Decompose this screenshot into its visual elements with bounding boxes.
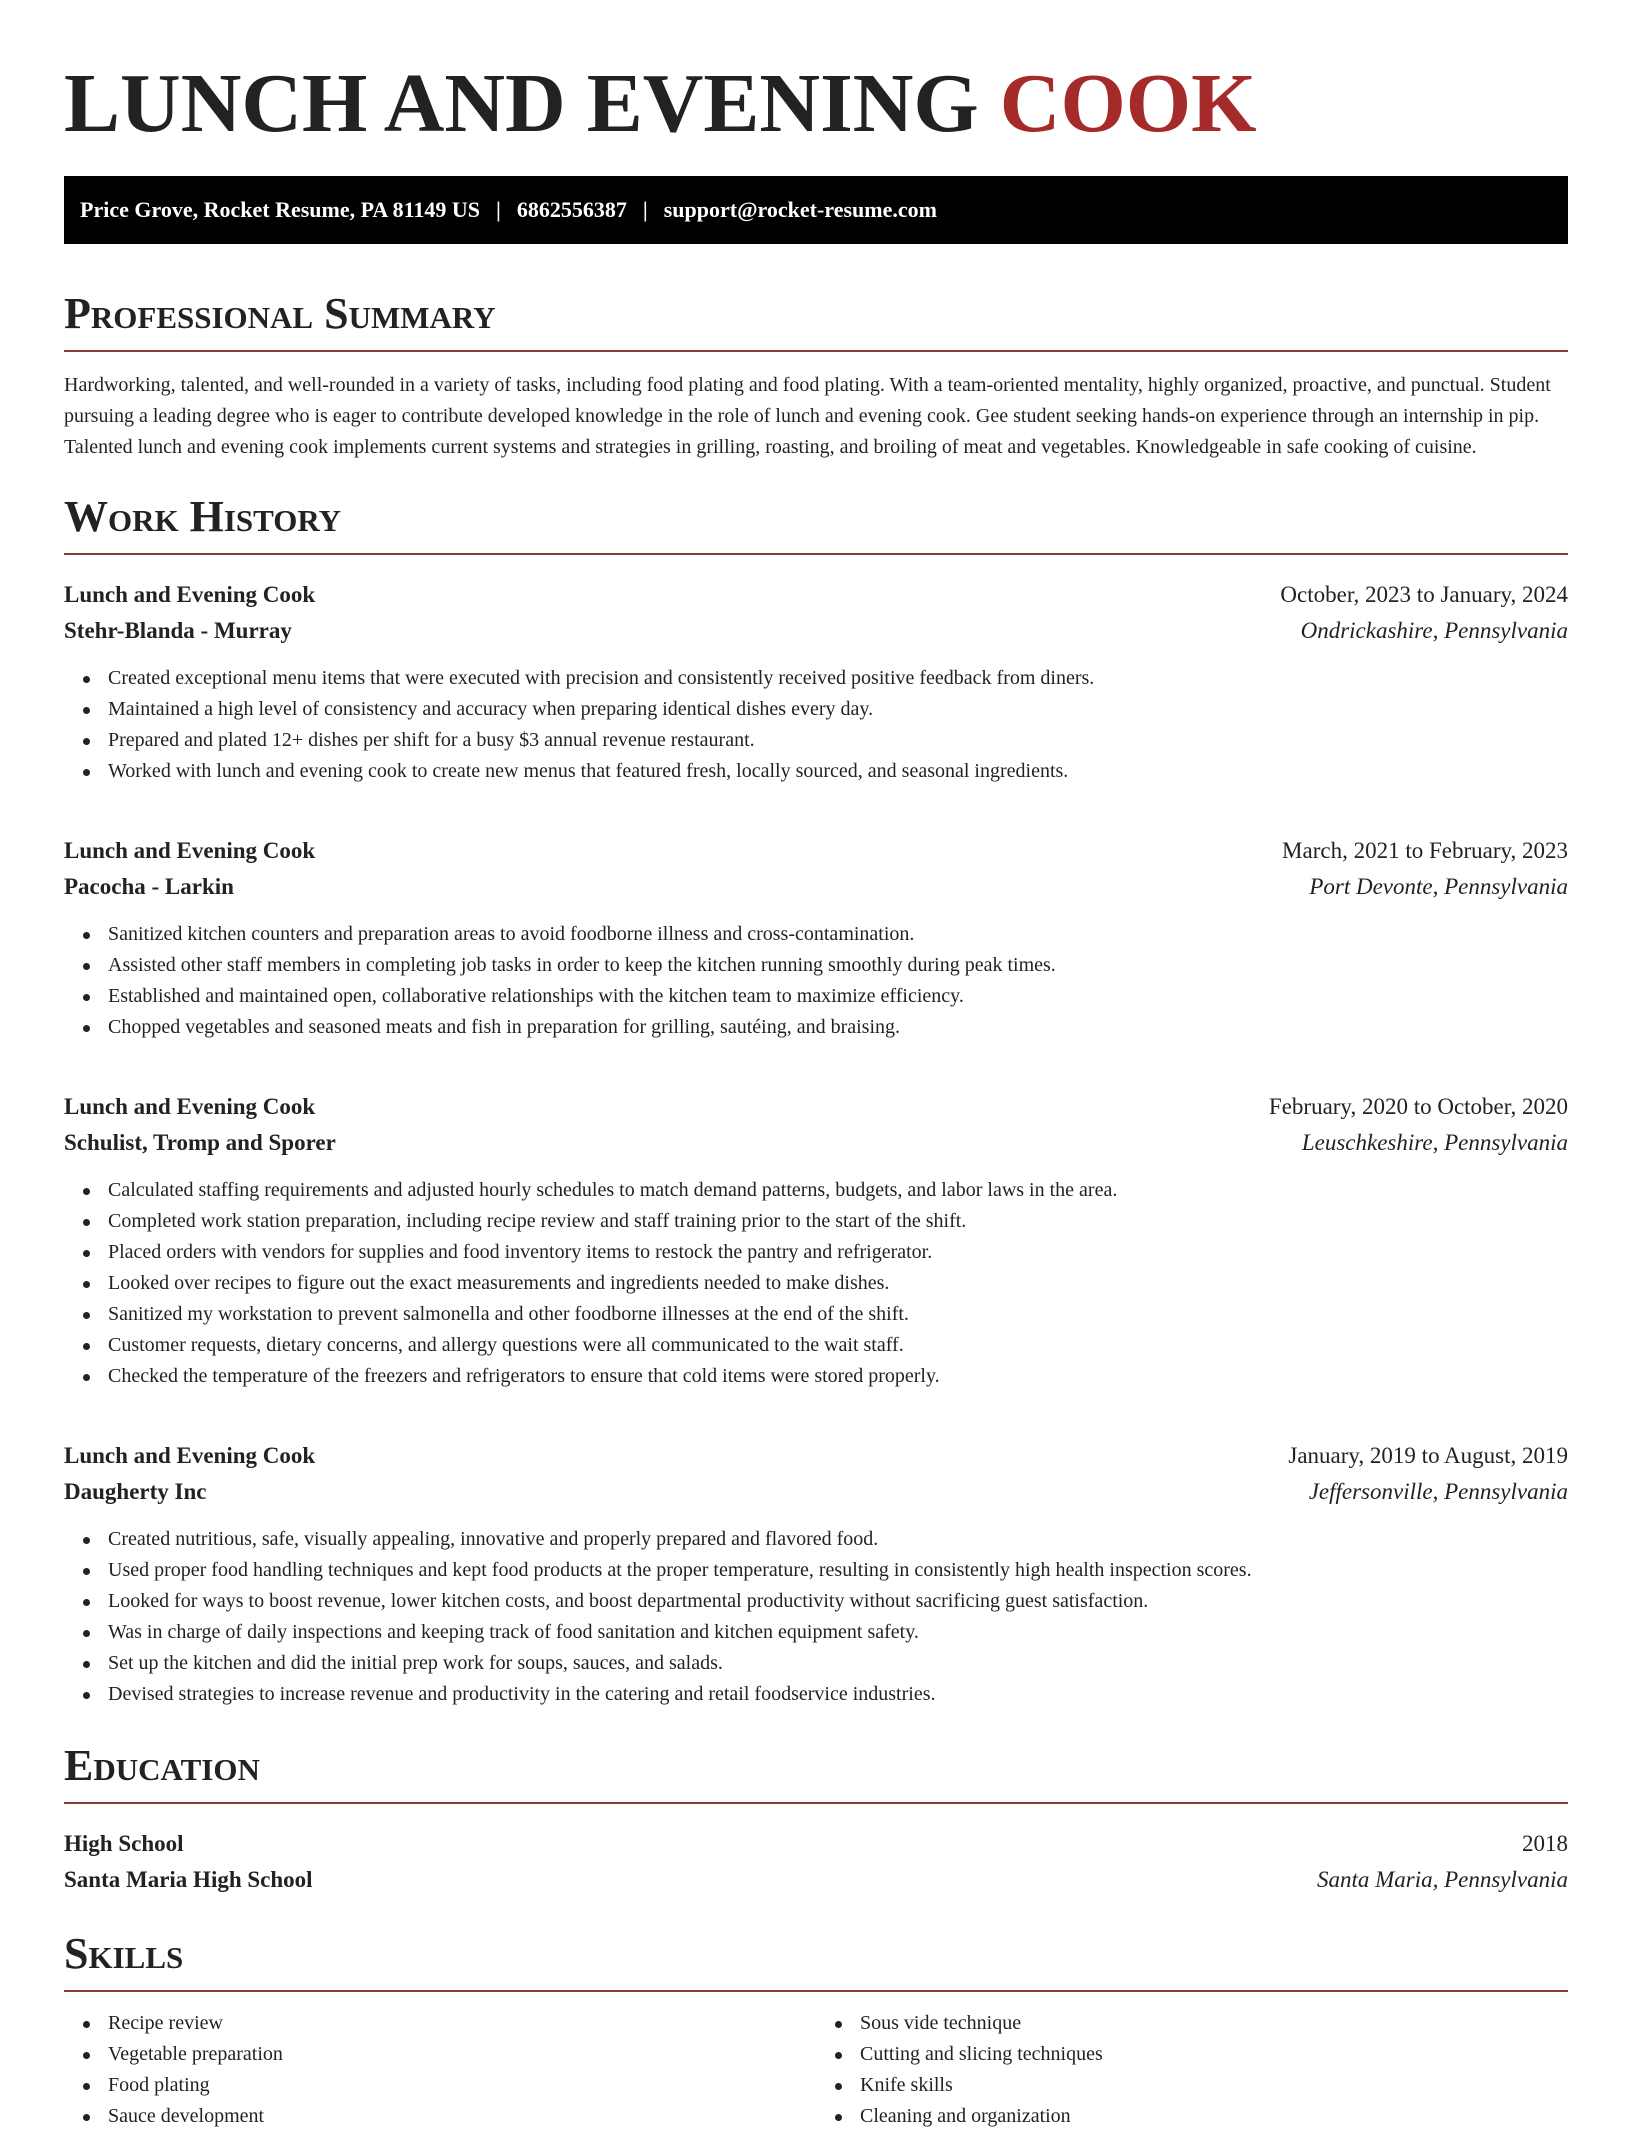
education-heading: Education: [64, 1741, 260, 1790]
title-accent: COOK: [999, 57, 1257, 150]
title-main: LUNCH AND EVENING: [64, 57, 1000, 150]
job-title: Lunch and Evening Cook: [64, 1443, 316, 1468]
contact-address: Price Grove, Rocket Resume, PA 81149 US: [80, 197, 480, 222]
skill-item: Cleaning and organization: [860, 2101, 1568, 2132]
resume-title: [64, 54, 1568, 154]
job-bullets: [64, 919, 1568, 1043]
education-school-row: [64, 1862, 1568, 1898]
job-bullet: Assisted other staff members in completing job tasks in order to keep the kitchen running smoothly during peak times.: [108, 950, 1568, 981]
summary-section: [64, 286, 1568, 463]
job-entry: [64, 1089, 1568, 1392]
contact-email[interactable]: support@rocket-resume.com: [663, 197, 937, 222]
skills-section: [64, 1926, 1568, 2132]
education-section: [64, 1738, 1568, 1898]
education-school: Santa Maria High School: [64, 1867, 313, 1892]
job-bullet: Placed orders with vendors for supplies and food inventory items to restock the pantry and refrigerator.: [108, 1237, 1568, 1268]
education-degree: High School: [64, 1831, 184, 1856]
job-bullet: Customer requests, dietary concerns, and allergy questions were all communicated to the wait staff.: [108, 1330, 1568, 1361]
job-bullet: Sanitized kitchen counters and preparation areas to avoid foodborne illness and cross-contamination.: [108, 919, 1568, 950]
section-divider: [64, 1990, 1568, 1992]
job-dates: March, 2021 to February, 2023: [1282, 838, 1568, 863]
job-title-row: [64, 833, 1568, 869]
job-title-row: [64, 1089, 1568, 1125]
contact-separator: |: [496, 197, 501, 222]
job-title: Lunch and Evening Cook: [64, 1094, 316, 1119]
job-bullet: Prepared and plated 12+ dishes per shift for a busy $3 annual revenue restaurant.: [108, 725, 1568, 756]
job-dates: February, 2020 to October, 2020: [1268, 1094, 1568, 1119]
job-bullet: Devised strategies to increase revenue and productivity in the catering and retail foodservice industries.: [108, 1679, 1568, 1710]
job-bullet: Looked over recipes to figure out the exact measurements and ingredients needed to make dishes.: [108, 1268, 1568, 1299]
job-bullet: Looked for ways to boost revenue, lower kitchen costs, and boost departmental productivity without sacrificing guest satisfaction.: [108, 1586, 1568, 1617]
job-bullet: Set up the kitchen and did the initial prep work for soups, sauces, and salads.: [108, 1648, 1568, 1679]
job-dates: October, 2023 to January, 2024: [1280, 582, 1568, 607]
job-company-row: [64, 613, 1568, 649]
job-entry: [64, 577, 1568, 787]
job-location: Port Devonte, Pennsylvania: [1309, 874, 1568, 899]
job-bullet: Sanitized my workstation to prevent salmonella and other foodborne illnesses at the end of the shift.: [108, 1299, 1568, 1330]
skill-item: Knife skills: [860, 2070, 1568, 2101]
job-dates: January, 2019 to August, 2019: [1288, 1443, 1568, 1468]
job-bullet: Checked the temperature of the freezers and refrigerators to ensure that cold items were stored properly.: [108, 1361, 1568, 1392]
job-bullet: Used proper food handling techniques and kept food products at the proper temperature, resulting in consistently high health inspection scores.: [108, 1555, 1568, 1586]
contact-separator: |: [642, 197, 648, 222]
job-entry: [64, 1438, 1568, 1710]
section-divider: [64, 350, 1568, 352]
job-bullets: [64, 1524, 1568, 1710]
job-location: Leuschkeshire, Pennsylvania: [1301, 1130, 1568, 1155]
work-history-heading: Work History: [64, 492, 342, 541]
skills-column-right: [816, 2008, 1568, 2132]
job-company-row: [64, 869, 1568, 905]
job-title: Lunch and Evening Cook: [64, 838, 316, 863]
skill-item: Vegetable preparation: [108, 2039, 816, 2070]
skills-heading: Skills: [64, 1929, 184, 1978]
education-year: 2018: [1522, 1831, 1568, 1856]
section-divider: [64, 553, 1568, 555]
skill-item: Sous vide technique: [860, 2008, 1568, 2039]
job-bullet: Completed work station preparation, including recipe review and staff training prior to the start of the shift.: [108, 1206, 1568, 1237]
skill-item: Food plating: [108, 2070, 816, 2101]
job-title: Lunch and Evening Cook: [64, 582, 316, 607]
education-degree-row: [64, 1826, 1568, 1862]
skills-column-left: [64, 2008, 816, 2132]
job-bullets: [64, 1175, 1568, 1392]
job-location: Ondrickashire, Pennsylvania: [1300, 618, 1568, 643]
job-company: Schulist, Tromp and Sporer: [64, 1130, 336, 1155]
section-divider: [64, 1802, 1568, 1804]
job-company-row: [64, 1474, 1568, 1510]
skill-item: Sauce development: [108, 2101, 816, 2132]
education-entry: [64, 1826, 1568, 1898]
job-company-row: [64, 1125, 1568, 1161]
job-bullet: Calculated staffing requirements and adjusted hourly schedules to match demand patterns, budgets, and labor laws in the area.: [108, 1175, 1568, 1206]
education-location: Santa Maria, Pennsylvania: [1316, 1867, 1568, 1892]
job-company: Daugherty Inc: [64, 1479, 207, 1504]
summary-text: Hardworking, talented, and well-rounded in a variety of tasks, including food plating and food plating. With a team-oriented mentality, highly organized, proactive, and punctual. Student pursuing a leading degree who is eager to contribute developed knowledge in the role of lunch and evening cook. Gee student seeking hands-on experience through an internship in pip. Talented lunch and evening cook implements current systems and strategies in grilling, roasting, and broiling of meat and vegetables. Knowledgeable in safe cooking of cuisine.: [64, 374, 1551, 458]
job-bullet: Created nutritious, safe, visually appealing, innovative and properly prepared and flavored food.: [108, 1524, 1568, 1555]
job-bullet: Maintained a high level of consistency and accuracy when preparing identical dishes every day.: [108, 694, 1568, 725]
work-history-section: [64, 489, 1568, 1710]
job-bullet: Chopped vegetables and seasoned meats and fish in preparation for grilling, sautéing, and braising.: [108, 1012, 1568, 1043]
job-entry: [64, 833, 1568, 1043]
job-title-row: [64, 1438, 1568, 1474]
job-location: Jeffersonville, Pennsylvania: [1308, 1479, 1568, 1504]
summary-heading: Professional Summary: [64, 289, 496, 338]
job-bullet: Was in charge of daily inspections and keeping track of food sanitation and kitchen equipment safety.: [108, 1617, 1568, 1648]
contact-bar: [64, 176, 1568, 244]
skill-item: Cutting and slicing techniques: [860, 2039, 1568, 2070]
job-bullet: Established and maintained open, collaborative relationships with the kitchen team to maximize efficiency.: [108, 981, 1568, 1012]
job-company: Pacocha - Larkin: [64, 874, 234, 899]
job-bullet: Worked with lunch and evening cook to create new menus that featured fresh, locally sourced, and seasonal ingredients.: [108, 756, 1568, 787]
job-bullets: [64, 663, 1568, 787]
job-bullet: Created exceptional menu items that were executed with precision and consistently received positive feedback from diners.: [108, 663, 1568, 694]
job-title-row: [64, 577, 1568, 613]
contact-phone[interactable]: 6862556387: [516, 197, 627, 222]
job-company: Stehr-Blanda - Murray: [64, 618, 292, 643]
skills-grid: [64, 2008, 1568, 2132]
skill-item: Recipe review: [108, 2008, 816, 2039]
